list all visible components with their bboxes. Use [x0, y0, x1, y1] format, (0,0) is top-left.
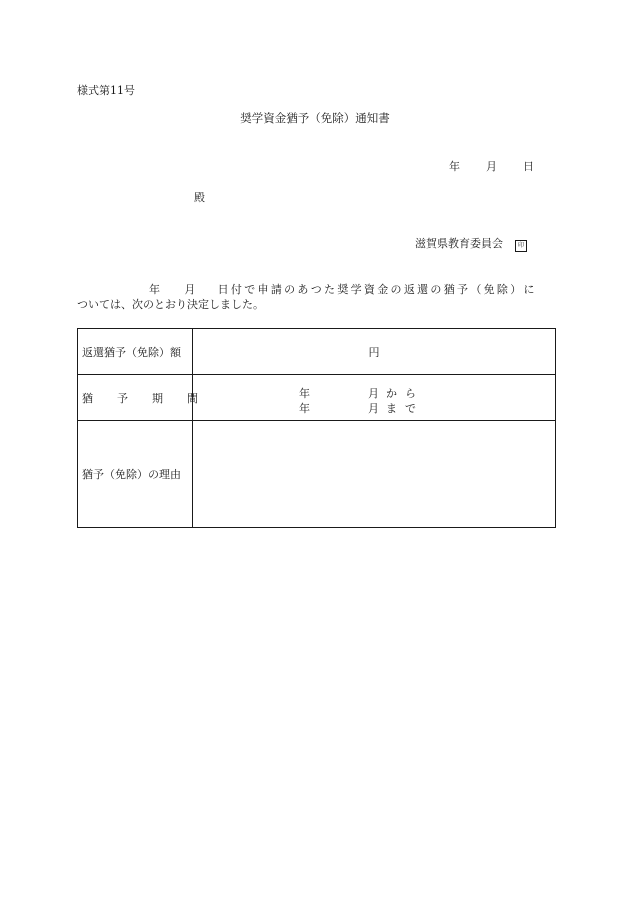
period-label [78, 375, 198, 421]
period-to [299, 400, 424, 416]
amount-value-cell [193, 329, 556, 375]
reason-value-cell [193, 421, 556, 528]
period-value-cell [193, 375, 556, 421]
form-number: 様式第11号 [77, 84, 135, 97]
seal-mark: 印 [515, 240, 527, 252]
period-label-char: 予 [117, 391, 128, 405]
period-label-char: 猶 [82, 391, 93, 405]
period-to-year: 年 [299, 402, 310, 415]
period-to-suffix: まで [386, 402, 424, 415]
issuer-name: 滋賀県教育委員会 [415, 237, 503, 250]
period-label-char: 期 [152, 391, 163, 405]
body-text-line-2: ついては、次のとおり決定しました。 [77, 298, 264, 311]
period-label-char: 間 [187, 391, 198, 405]
reason-label: 猶予（免除）の理由 [78, 421, 193, 528]
body-year: 年 [149, 283, 163, 296]
period-from-suffix: から [386, 387, 424, 400]
body-text-line-1 [149, 284, 537, 295]
table-row-reason [78, 421, 556, 528]
date-year: 年 [449, 160, 460, 173]
date-month: 月 [486, 160, 497, 173]
amount-unit: 円 [368, 345, 380, 359]
body-month: 月 [184, 283, 198, 296]
period-to-month: 月 [368, 402, 379, 415]
addressee-suffix: 殿 [194, 191, 205, 204]
period-from-year: 年 [299, 387, 310, 400]
date-day: 日 [523, 160, 534, 173]
date-line [449, 161, 534, 172]
period-from-month: 月 [368, 387, 379, 400]
table-row-amount [78, 329, 556, 375]
amount-label: 返還猶予（免除）額 [78, 329, 193, 375]
page-title: 奨学資金猶予（免除）通知書 [240, 111, 390, 125]
table-row-period [78, 375, 556, 421]
period-from [299, 385, 424, 401]
issuer [415, 238, 527, 252]
info-table [77, 328, 556, 528]
body-rest: 日付で申請のあつた奨学資金の返還の猶予（免除）に [217, 283, 537, 296]
